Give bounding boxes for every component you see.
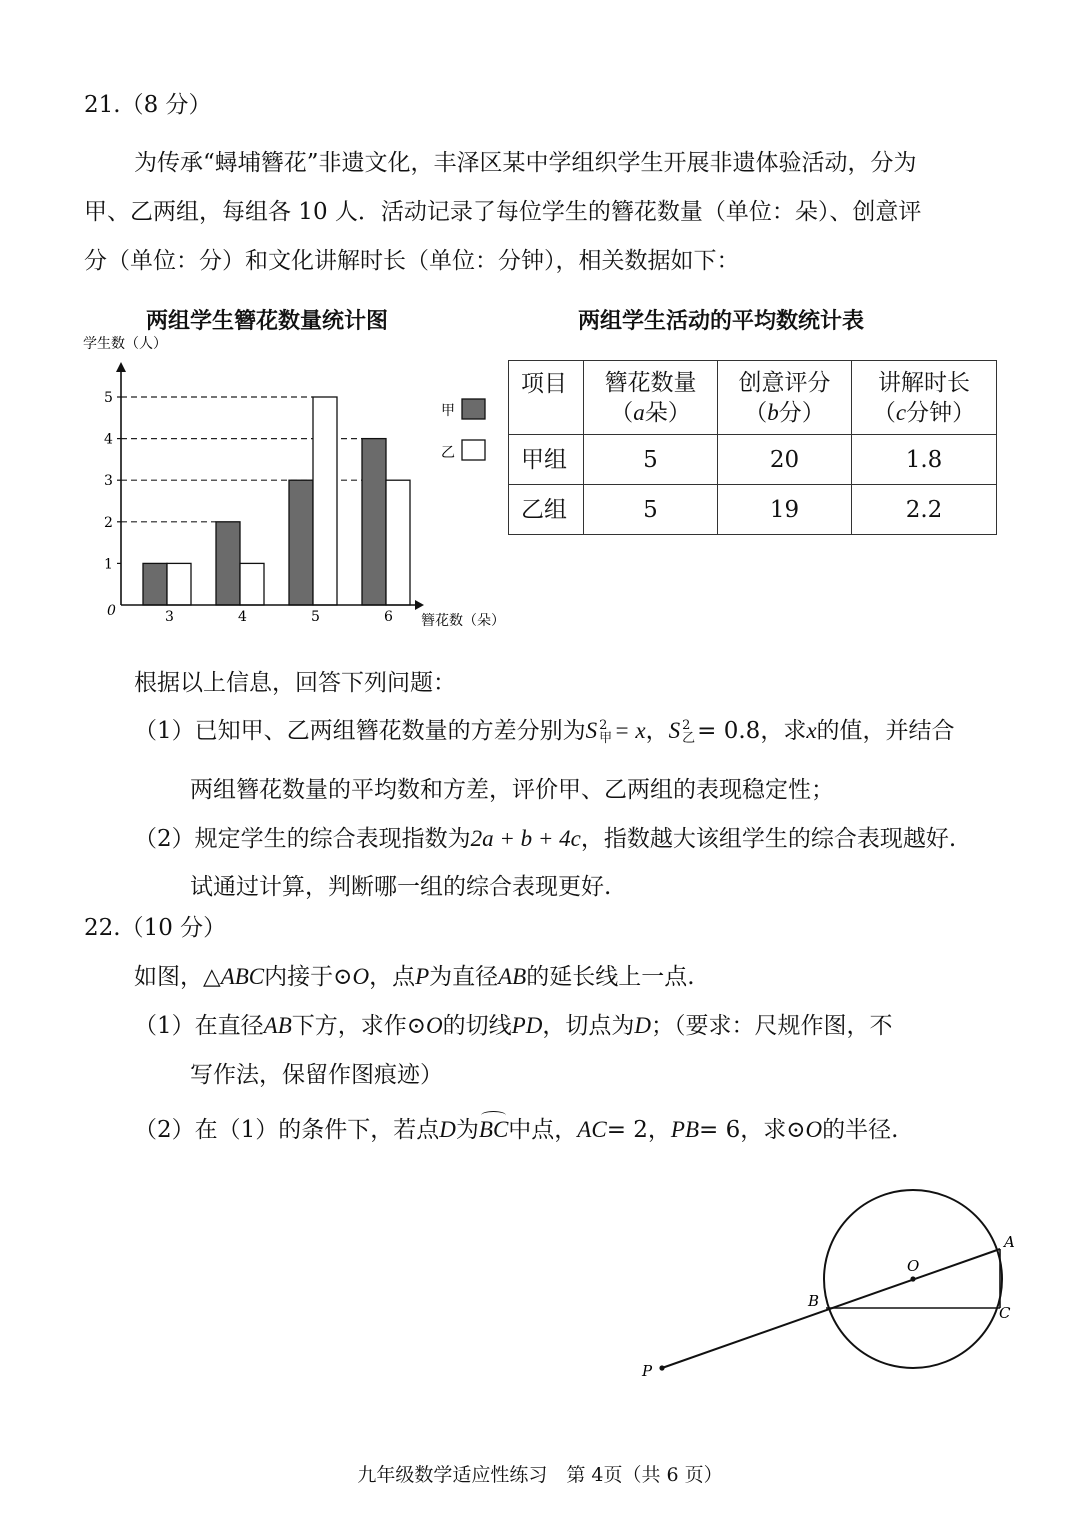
header-col-b-title: 创意评分 [738,369,831,396]
q21-lead: 根据以上信息，回答下列问题： [134,670,456,696]
label-p: P [642,1362,653,1380]
legend-label-jia: 甲 [441,403,455,419]
page-footer: 九年级数学适应性练习 第 4页（共 6 页） [357,1464,723,1486]
label-c: C [999,1304,1011,1322]
x-tick-label-6: 6 [384,609,393,625]
q21-number: 21.（8 分） [84,92,212,118]
row-value-c: 2.2 [852,485,997,535]
q21-intro-line-1: 为传承“蟳埔簪花”非遗文化，丰泽区某中学组织学生开展非遗体验活动，分为 [134,150,917,176]
row-value-b: 19 [718,485,852,535]
legend-label-yi: 乙 [441,445,455,461]
y-tick-label-1: 1 [104,556,113,573]
origin-label: 0 [107,603,116,619]
q22-part1-line1: （1）在直径AB下方，求作⊙O的切线PD，切点为D；（要求：尺规作图，不 [134,1013,893,1039]
label-b: B [808,1292,820,1310]
point-o [910,1276,915,1281]
header-col-c-unit: （c分钟） [872,399,976,426]
q21-part1-line1: （1）已知甲、乙两组簪花数量的方差分别为S 2 甲 = x，S 2 乙 = 0.8，求x的值，并结合 [134,718,955,746]
q21-part1-line2: 两组簪花数量的平均数和方差，评价甲、乙两组的表现稳定性； [190,777,834,803]
y-tick-label-2: 2 [104,514,113,531]
variance-s-jia: S 2 甲 [585,718,613,746]
q22-part2: （2）在（1）的条件下，若点D为BC中点，AC= 2，PB= 6，求⊙O的半径. [134,1117,899,1143]
q22-statement: 如图，△ABC内接于⊙O，点P为直径AB的延长线上一点. [134,964,695,990]
header-col-a-unit: （a朵） [610,399,691,426]
row-value-b: 20 [718,435,852,485]
q21-intro-line-2: 甲、乙两组，每组各 10 人．活动记录了每位学生的簪花数量（单位：朵）、创意评 [84,199,922,225]
y-tick-label-4: 4 [104,431,113,448]
q21-intro-line-3: 分（单位：分）和文化讲解时长（单位：分钟），相关数据如下： [84,248,740,274]
row-value-a: 5 [584,485,718,535]
q22-number: 22.（10 分） [84,915,227,941]
x-axis-label: 簪花数（朵） [421,613,505,629]
header-item: 项目 [509,361,584,435]
variance-s-yi: S 2 乙 [668,718,696,746]
arc-bc: BC [479,1115,508,1145]
row-group: 乙组 [509,485,584,535]
header-col-a-title: 簪花数量 [604,369,697,396]
q22-part1-line2: 写作法，保留作图痕迹） [190,1062,443,1088]
q21-part2-line1: （2）规定学生的综合表现指数为2a + b + 4c，指数越大该组学生的综合表现越好. [134,826,957,852]
y-axis-label: 学生数（人） [83,336,167,352]
label-a: A [1004,1233,1015,1251]
point-p [659,1365,664,1370]
header-col-c-title: 讲解时长 [878,369,970,396]
x-tick-label-3: 3 [165,609,174,625]
y-tick-label-5: 5 [104,390,113,406]
table-title: 两组学生活动的平均数统计表 [578,308,865,334]
row-value-a: 5 [584,435,718,485]
header-col-b-unit: （b分） [744,399,825,426]
x-tick-label-5: 5 [311,609,320,625]
row-value-c: 1.8 [852,435,997,485]
x-tick-label-4: 4 [238,609,247,625]
y-tick-label-3: 3 [104,473,113,490]
row-group: 甲组 [509,435,584,485]
q21-part2-line2: 试通过计算，判断哪一组的综合表现更好. [190,874,612,900]
chart-title: 两组学生簪花数量统计图 [146,308,389,334]
label-o: O [907,1257,920,1275]
